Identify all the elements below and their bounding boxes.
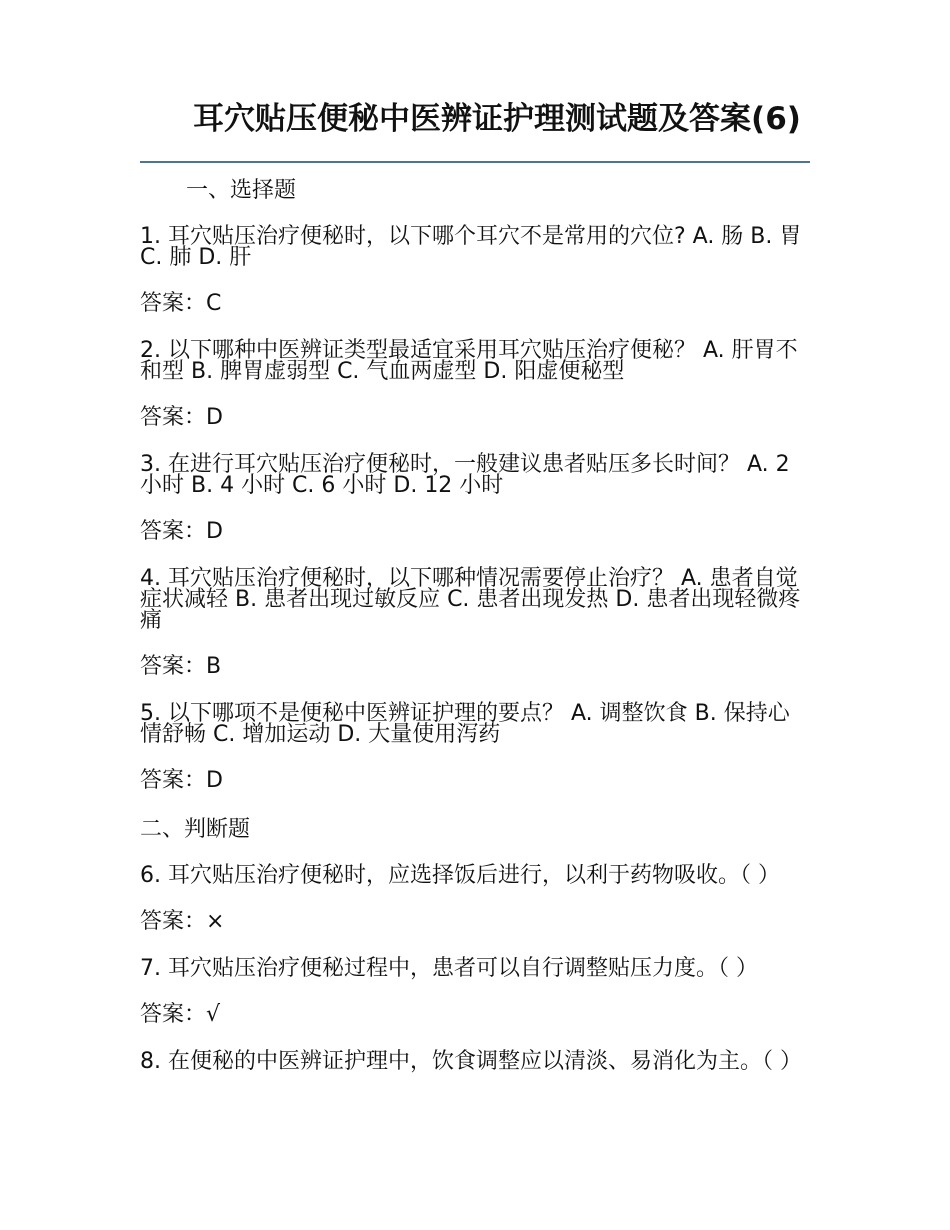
document-body [140,178,810,1094]
answer-1: 答案：C [140,291,222,316]
answer-6: 答案：× [140,909,225,934]
question-2: 2. 以下哪种中医辨证类型最适宜采用耳穴贴压治疗便秘？ A. 肝胃不和型 B. 脾胃虚弱型 C. 气血两虚型 D. 阳虚便秘型 [140,338,798,384]
question-7: 7. 耳穴贴压治疗便秘过程中，患者可以自行调整贴压力度。（ ） [140,956,758,981]
question-6: 6. 耳穴贴压治疗便秘时，应选择饭后进行，以利于药物吸收。（ ） [140,863,780,888]
title-divider [140,161,810,163]
answer-7: 答案：√ [140,1002,221,1027]
answer-4: 答案：B [140,654,222,679]
section-heading-judge: 二、判断题 [140,817,251,842]
question-4: 4. 耳穴贴压治疗便秘时，以下哪种情况需要停止治疗？ A. 患者自觉症状减轻 B. 患者出现过敏反应 C. 患者出现发热 D. 患者出现轻微疼痛 [140,566,801,633]
question-1: 1. 耳穴贴压治疗便秘时，以下哪个耳穴不是常用的穴位? A. 肠 B. 胃 C. 肺 D. 肝 [140,224,802,270]
section-heading-choice: 一、选择题 [186,178,297,203]
question-5: 5. 以下哪项不是便秘中医辨证护理的要点？ A. 调整饮食 B. 保持心情舒畅 C. 增加运动 D. 大量使用泻药 [140,701,790,747]
answer-3: 答案：D [140,519,223,544]
answer-5: 答案：D [140,768,223,793]
answer-2: 答案：D [140,405,223,430]
question-8: 8. 在便秘的中医辨证护理中，饮食调整应以清淡、易消化为主。（ ） [140,1049,802,1074]
document-title: 耳穴贴压便秘中医辨证护理测试题及答案(6) [193,101,801,137]
question-3: 3. 在进行耳穴贴压治疗便秘时，一般建议患者贴压多长时间？ A. 2 小时 B. 4 小时 C. 6 小时 D. 12 小时 [140,452,790,498]
